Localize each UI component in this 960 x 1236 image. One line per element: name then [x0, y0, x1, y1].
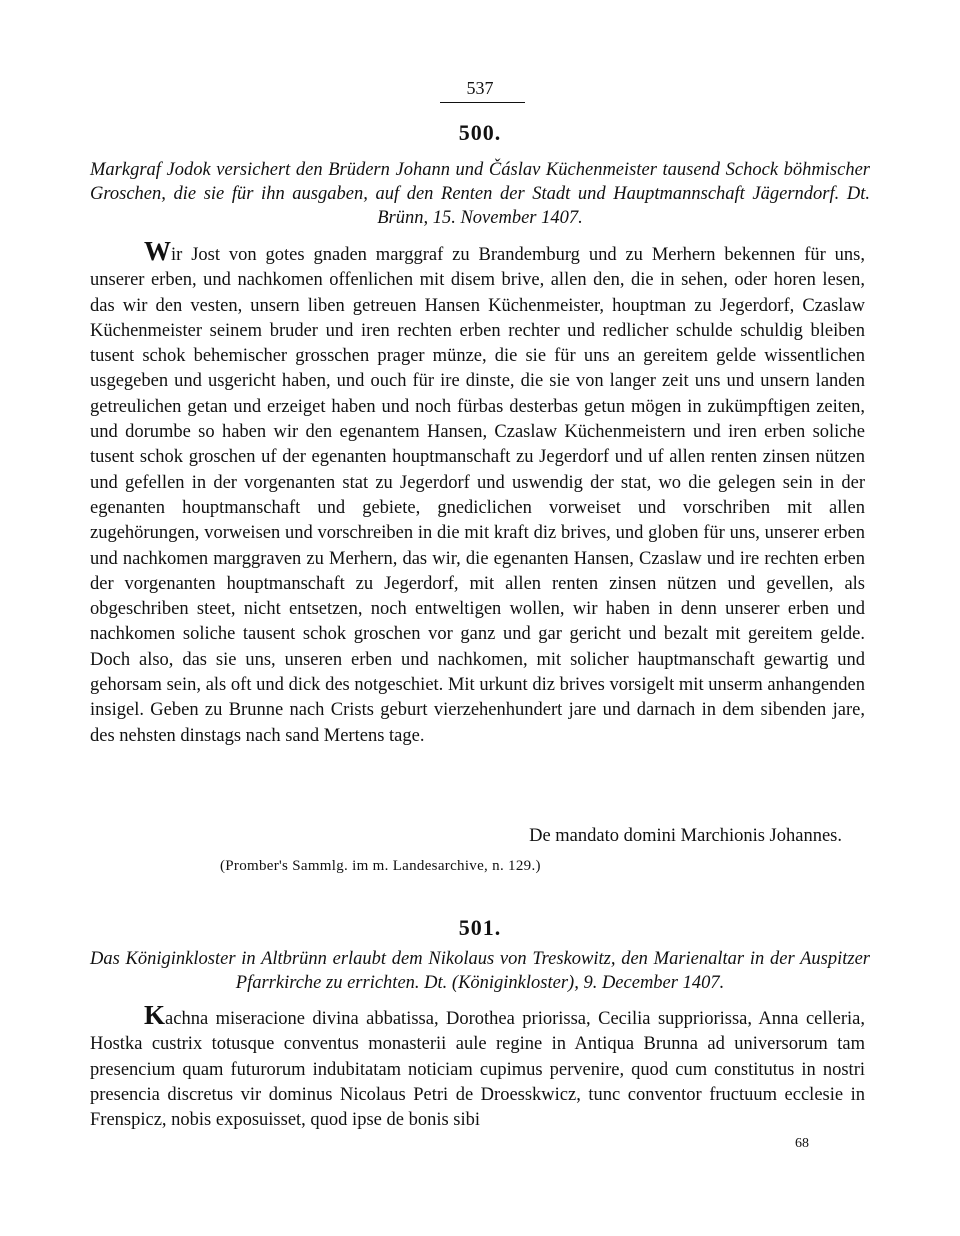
document-500-paragraph — [90, 236, 865, 749]
document-501-paragraph — [90, 1000, 865, 1133]
document-500-regest: Markgraf Jodok versichert den Brüdern Johann und Čáslav Küchenmeister tausend Schock böhmischer Groschen, die sie für ihn ausgaben, auf den Renten der Stadt und Hauptmannschaft Jägerndorf. Dt. Brünn, 15. November 1407. — [90, 160, 870, 228]
document-500-initial: W — [144, 236, 171, 266]
document-number-501: 501. — [458, 915, 502, 940]
document-501-initial: K — [144, 1000, 166, 1030]
document-500-text: ir Jost von gotes gnaden marggraf zu Brandemburg und zu Merhern bekennen für uns, unserer erben, und nachkomen offenlichen mit disem brive, allen den, die in sehen, oder horen lesen, das wir den vesten, unsern liben getreuen Hansen Küchenmeister, houptman zu Jegerdorf, Czaslaw Küchenmeister seinem bruder und iren rechten erben rechter und redlicher schulde schuldig bleiben tusent schok behemischer grosschen prager münze, die sie für uns an gereitem gelde wissentlichen usgegeben und usgericht haben, und ouch für ire dinste, die sie von langer zeit uns und unsern landen getreulichen getan und erzeiget haben und noch fürbas desterbas getun mögen in zukümpftigen zeiten, und dorumbe so haben wir den egenantem Hansen, Czaslaw Küchenmeistern und iren erben soliche tusent schok groschen uf der egenanten houptmanschaft zu Jegerdorf und uf allen renten zinsen nützen und gefellen in der vorgenanten stat zu Jegerdorf und uswendig der stat, wo die gelegen sein in der egenanten houptmanschaft und gebiete, gnediclichen vorweiset und vorschriben mit allen zugehörungen, vorweisen und vorschreiben in die mit kraft diz brives, und globen für uns, unserer erben und nachkomen marggraven zu Merhern, das wir, die egenanten Hansen, Czaslaw und ire rechten erben der vorgenanten houptmanschaft zu Jegerdorf, mit allen renten zinsen nützen und gevellen, als obgeschriben steet, nicht entsetzen, noch entweltigen wollen, wir haben in denn unserer erben und nachkomen soliche tausent schok groschen vor ganz und gar gericht und bezalt mit gereitem gelde. Doch also, das sie uns, unseren erben und nachkomen, mit solicher hauptmanschaft gewartig und gehorsam sein, als oft und dick des notgeschiet. Mit urkunt diz brives vorsigelt mit unserm anhangenden insigel. Geben zu Brunne nach Crists geburt vierzehenhundert jare und darnach in dem sibenden jare, des nehsten dinstags nach sand Mertens tage. — [90, 245, 865, 746]
signature-mark: 68 — [795, 1136, 809, 1151]
document-501-regest: Das Königinkloster in Altbrünn erlaubt dem Nikolaus von Treskowitz, den Marienaltar in der Auspitzer Pfarrkirche zu errichten. Dt. (Königinkloster), 9. December 1407. — [90, 949, 870, 993]
document-number-500: 500. — [458, 120, 502, 145]
document-500-body — [90, 236, 865, 749]
page-number: 537 — [466, 78, 494, 98]
document-501-text: achna miseracione divina abbatissa, Dorothea priorissa, Cecilia suppriorissa, Anna celleria, Hostka custrix totusque conventus monasterii aule regine in Antiqua Brunna ad universorum tam presencium quam futurorum indubitatam noticiam cupimus pervenire, quod cum constitutus in nostri presencia discretus vir dominus Nicolaus Petri de Droesskwicz, tunc conventor fructuum ecclesie in Frenspicz, nobis exposuisset, quod ipse de bonis sibi — [90, 1009, 865, 1131]
document-500-signature: De mandato domini Marchionis Johannes. — [529, 826, 842, 846]
page-number-rule — [440, 102, 525, 103]
document-501-body — [90, 1000, 865, 1133]
document-500-source: (Promber's Sammlg. im m. Landesarchive, n. 129.) — [220, 858, 541, 874]
